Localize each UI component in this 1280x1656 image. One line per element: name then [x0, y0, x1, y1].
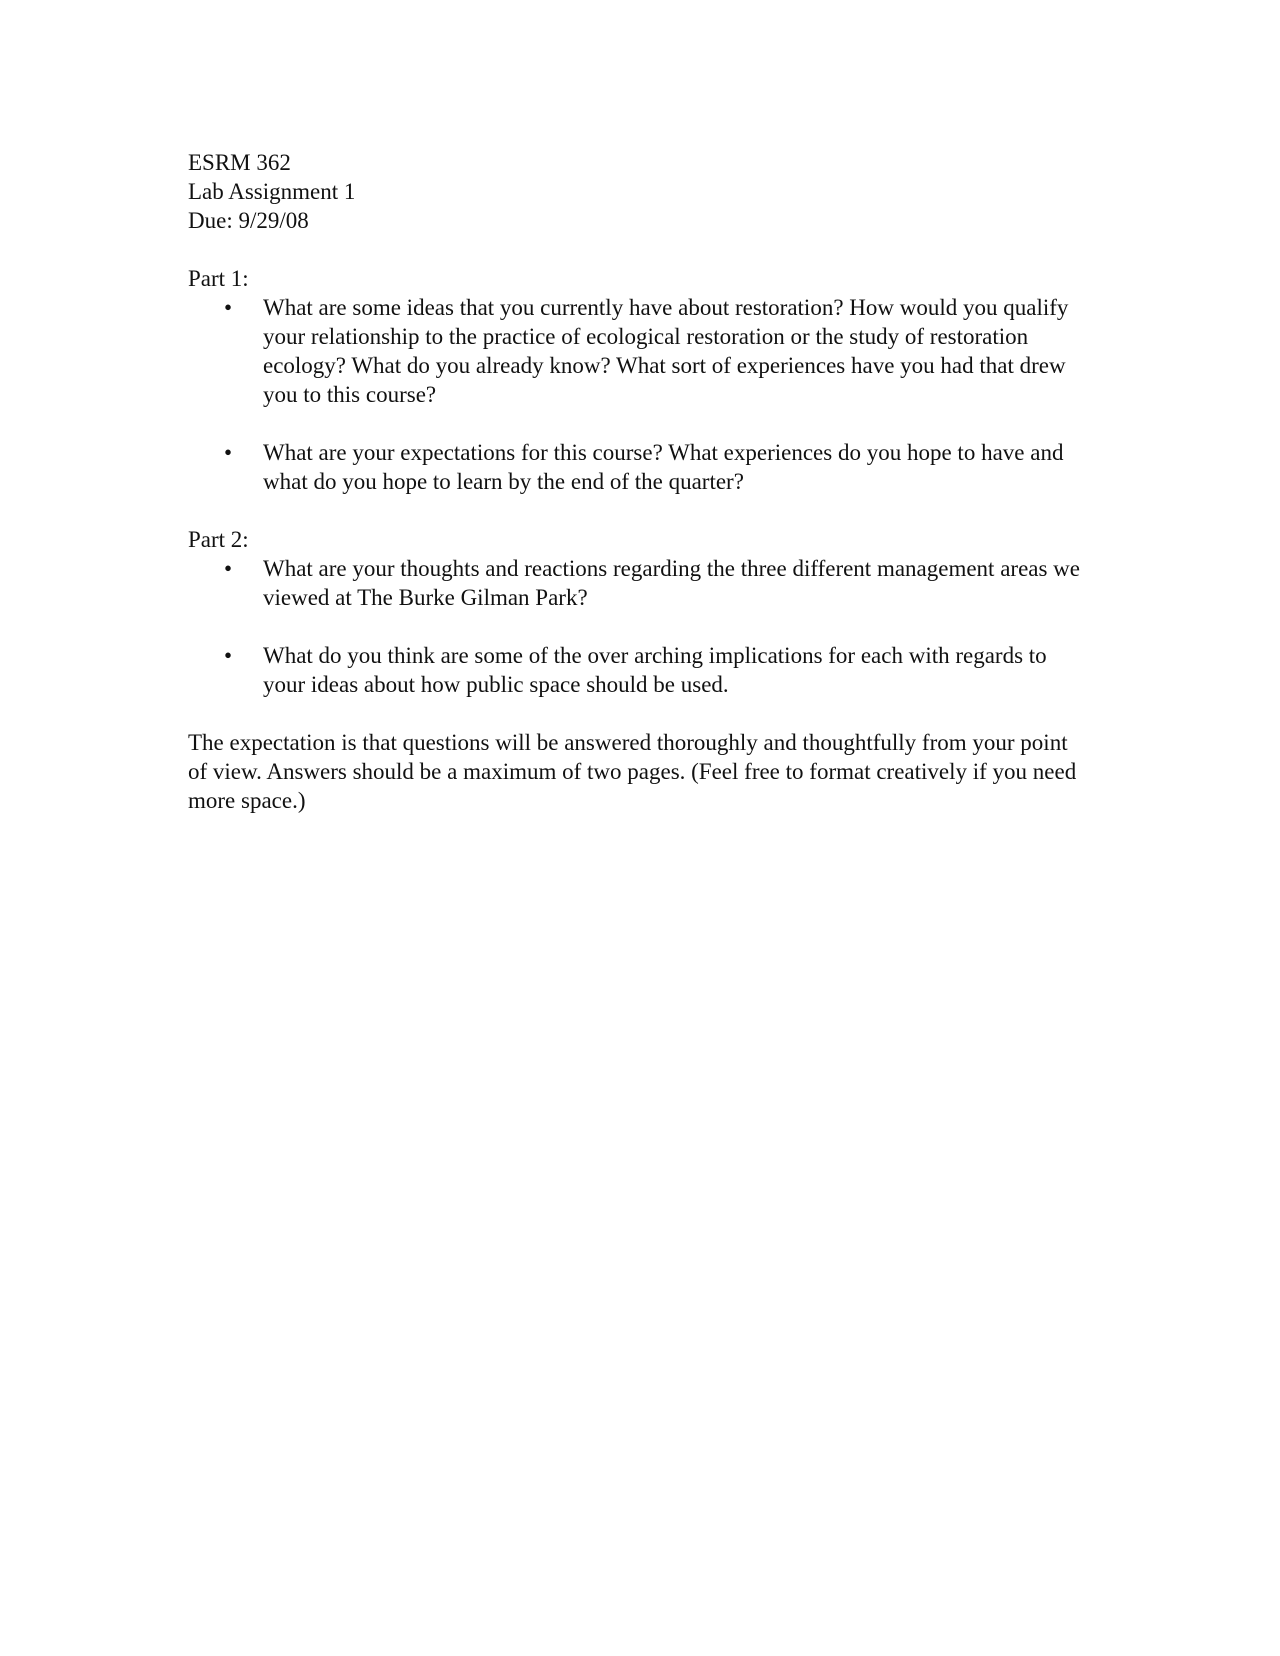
question-text: What are your expectations for this course? What experiences do you hope to have and what do you hope to learn by the end of the quarter?	[263, 440, 1064, 494]
part-2-section	[188, 525, 1088, 699]
bullet-icon: •	[224, 295, 233, 320]
list-item	[188, 554, 1088, 612]
bullet-icon: •	[224, 643, 233, 668]
part-2-question-list	[188, 554, 1088, 699]
part-1-question-list	[188, 293, 1088, 496]
document-body	[188, 148, 1088, 838]
bullet-icon: •	[224, 440, 233, 465]
list-item	[188, 438, 1088, 496]
question-text: What are some ideas that you currently have about restoration? How would you qualify your relationship to the practice of ecological restoration or the study of restoration ecology? What do you already know? What sort of experiences have you had that drew you to this course?	[263, 295, 1069, 407]
document-header	[188, 148, 1088, 235]
course-code: ESRM 362	[188, 150, 291, 175]
assignment-title: Lab Assignment 1	[188, 179, 356, 204]
question-text: What are your thoughts and reactions regarding the three different management areas we viewed at The Burke Gilman Park?	[263, 556, 1081, 610]
list-item	[188, 641, 1088, 699]
due-date: Due: 9/29/08	[188, 208, 309, 233]
list-item	[188, 293, 1088, 409]
closing-paragraph: The expectation is that questions will be answered thoroughly and thoughtfully from your point of view. Answers should be a maximum of two pages. (Feel free to format creatively if you need more space.)	[188, 730, 1077, 813]
part-1-section	[188, 264, 1088, 496]
question-text: What do you think are some of the over arching implications for each with regards to your ideas about how public space should be used.	[263, 643, 1047, 697]
part-1-label: Part 1:	[188, 266, 249, 291]
part-2-label: Part 2:	[188, 527, 249, 552]
bullet-icon: •	[224, 556, 233, 581]
